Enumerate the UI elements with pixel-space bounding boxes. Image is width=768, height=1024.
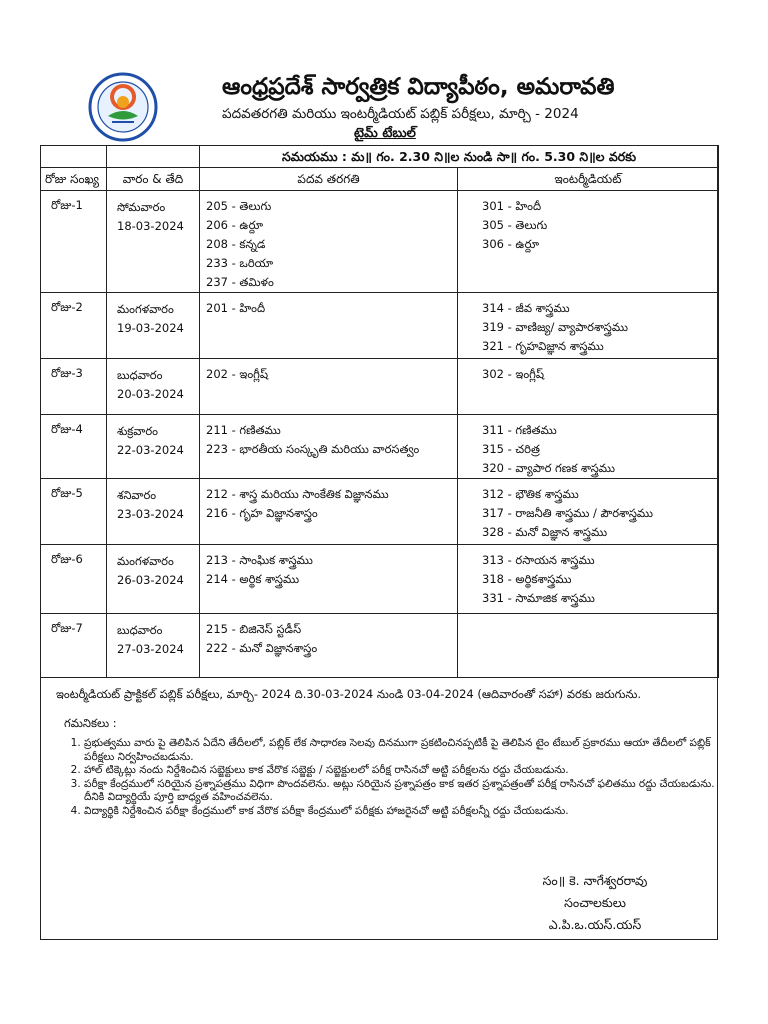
ssc-subject: 201 - హిందీ (206, 301, 266, 315)
weekday: శుక్రవారం (117, 424, 159, 438)
weekday: మంగళవారం (117, 554, 174, 568)
weekday-date-cell (107, 614, 200, 678)
table-row (41, 415, 719, 479)
col-header-inter: ఇంటర్మీడియట్ (458, 168, 719, 191)
ssc-subject: 233 - ఒరియా (206, 256, 274, 270)
inter-subject: 311 - గణితము (482, 423, 557, 437)
exam-date: 23-03-2024 (117, 507, 184, 521)
inter-subject: 313 - రసాయన శాస్త్రము (482, 553, 595, 567)
ssc-subjects-cell (200, 293, 458, 359)
inter-subjects-cell (458, 415, 719, 479)
inter-subjects-cell (458, 545, 719, 614)
exam-date: 20-03-2024 (117, 387, 184, 401)
ssc-subject: 208 - కన్నడ (206, 237, 266, 251)
ssc-subjects-cell (200, 545, 458, 614)
exam-date: 19-03-2024 (117, 321, 184, 335)
signatory-org: ఎ.పి.ఒ.యస్.యస్ (548, 917, 642, 932)
note-item: 2. హాల్ టిక్కెట్లు నందు నిర్దేశించిన సబ్జెక్టులు కాక వేరొక సబ్జెక్టు / సబ్జెక్టులలో పరీక్ష రాసినచో అట్టి పరీక్షలను రద్దు చేయబడును. (84, 764, 724, 778)
exam-date: 18-03-2024 (117, 219, 184, 233)
note-item: 3. పరీక్షా కేంద్రములో సరియైన ప్రశ్నాపత్రము విధిగా పొందవలెను. అట్లు సరియైన ప్రశ్నాపత్రం కాక ఇతర ప్రశ్నాపత్రంతో పరీక్ష రాసినచో ఫలితము రద్దు చేయబడును. దీనికి విద్యార్థియే పూర్తి బాధ్యత వహించవలెను. (84, 778, 724, 805)
ssc-subjects-cell (200, 614, 458, 678)
blank-cell (107, 146, 200, 168)
page-subtitle: పదవతరగతి మరియు ఇంటర్మీడియట్ పబ్లిక్ పరీక్షలు, మార్చి - 2024 (222, 106, 579, 122)
weekday-date-cell (107, 359, 200, 415)
inter-subjects-cell (458, 293, 719, 359)
inter-subject: 319 - వాణిజ్య/ వ్యాపారశాస్త్రము (482, 320, 628, 334)
note-item: 4. విద్యార్థికి నిర్దేశించిన పరీక్షా కేంద్రములో కాక వేరొక పరీక్షా కేంద్రములో పరీక్షకు హాజరైనచో అట్టి పరీక్షలన్నీ రద్దు చేయబడును. (84, 805, 724, 819)
inter-subject: 320 - వ్యాపార గణక శాస్త్రము (482, 461, 615, 475)
ssc-subject: 222 - మనో విజ్ఞానశాస్త్రం (206, 641, 318, 655)
weekday: బుధవారం (117, 623, 163, 637)
ssc-subject: 223 - భారతీయ సంస్కృతి మరియు వారసత్వం (206, 442, 420, 456)
weekday: మంగళవారం (117, 302, 174, 316)
inter-subject: 315 - చరిత్ర (482, 442, 540, 456)
exam-date: 22-03-2024 (117, 443, 184, 457)
inter-subject: 314 - జీవ శాస్త్రము (482, 301, 570, 315)
day-number: రోజు-3 (41, 359, 107, 415)
table-row (41, 479, 719, 545)
table-row (41, 191, 719, 293)
weekday-date-cell (107, 479, 200, 545)
weekday: శనివారం (117, 488, 157, 502)
blank-cell (41, 146, 107, 168)
notes-list (64, 737, 724, 818)
table-row (41, 614, 719, 678)
weekday: సోమవారం (117, 200, 166, 214)
timetable-label: టైమ్ టేబుల్ (354, 126, 416, 141)
exam-time: సమయము : మ॥ గం. 2.30 ని॥ల నుండి సా॥ గం. 5.30 ని॥ల వరకు (200, 146, 719, 168)
inter-subjects-cell (458, 614, 719, 678)
weekday-date-cell (107, 415, 200, 479)
ssc-subject: 202 - ఇంగ్లీష్ (206, 367, 269, 381)
ssc-subjects-cell (200, 479, 458, 545)
weekday: బుధవారం (117, 368, 163, 382)
table-header-row (41, 168, 719, 191)
table-row (41, 293, 719, 359)
ssc-subject: 206 - ఉర్దూ (206, 218, 264, 232)
ssc-subject: 213 - సాంఘిక శాస్త్రము (206, 553, 313, 567)
inter-subject: 302 - ఇంగ్లీష్ (482, 367, 545, 381)
inter-subject: 317 - రాజనీతి శాస్త్రము / పౌరశాస్త్రము (482, 506, 654, 520)
col-header-day: రోజు సంఖ్య (41, 168, 107, 191)
institution-seal-logo (88, 72, 158, 142)
ssc-subject: 214 - అర్థిక శాస్త్రము (206, 572, 300, 586)
ssc-subject: 216 - గృహ విజ్ఞానశాస్త్రం (206, 506, 318, 520)
day-number: రోజు-4 (41, 415, 107, 479)
signatory-name: సం॥ కె. నాగేశ్వరరావు (542, 873, 648, 888)
inter-subject: 328 - మనో విజ్ఞాన శాస్త్రము (482, 525, 608, 539)
weekday-date-cell (107, 293, 200, 359)
weekday-date-cell (107, 191, 200, 293)
notes-heading: గమనికలు : (64, 716, 117, 730)
col-header-ssc: పదవ తరగతి (200, 168, 458, 191)
signature-block (500, 870, 690, 936)
inter-subjects-cell (458, 359, 719, 415)
day-number: రోజు-2 (41, 293, 107, 359)
note-item: 1. ప్రభుత్వము వారు పై తెలిపిన ఏదేని తేదీలలో, పబ్లిక్ లేక సాధారణ సెలవు దినముగా ప్రకటించినప్పటికీ పై తెలిపిన టైం టేబుల్ ప్రకారము ఆయా తేదీలలో పబ్లిక్ పరీక్షలు నిర్వహించబడును. (84, 737, 724, 764)
table-row (41, 359, 719, 415)
exam-date: 26-03-2024 (117, 573, 184, 587)
table-row (41, 545, 719, 614)
exam-date: 27-03-2024 (117, 642, 184, 656)
day-number: రోజు-7 (41, 614, 107, 678)
weekday-date-cell (107, 545, 200, 614)
inter-subject: 331 - సామాజిక శాస్త్రము (482, 591, 595, 605)
day-number: రోజు-1 (41, 191, 107, 293)
inter-subject: 301 - హిందీ (482, 199, 542, 213)
ssc-subject: 237 - తమిళం (206, 275, 274, 289)
ssc-subject: 212 - శాస్త్ర మరియు సాంకేతిక విజ్ఞానము (206, 487, 389, 501)
signatory-designation: సంచాలకులు (564, 895, 626, 910)
inter-subject: 305 - తెలుగు (482, 218, 548, 232)
inter-subject: 318 - అర్థికశాస్త్రము (482, 572, 572, 586)
inter-subjects-cell (458, 191, 719, 293)
ssc-subjects-cell (200, 359, 458, 415)
practical-exam-note: ఇంటర్మీడియట్ ప్రాక్టికల్ పబ్లిక్ పరీక్షలు, మార్చి- 2024 ది.30-03-2024 నుండి 03-04-2024 (ఆదివారంతో సహా) వరకు జరుగును. (56, 687, 642, 701)
ssc-subject: 205 - తెలుగు (206, 199, 272, 213)
page-title: ఆంధ్రప్రదేశ్ సార్వత్రిక విద్యాపీఠం, అమరావతి (222, 74, 615, 100)
inter-subject: 321 - గృహవిజ్ఞాన శాస్త్రము (482, 339, 604, 353)
timetable (40, 145, 719, 678)
day-number: రోజు-5 (41, 479, 107, 545)
ssc-subject: 211 - గణితము (206, 423, 281, 437)
inter-subject: 306 - ఉర్దూ (482, 237, 540, 251)
day-number: రోజు-6 (41, 545, 107, 614)
inter-subjects-cell (458, 479, 719, 545)
col-header-date: వారం & తేది (107, 168, 200, 191)
ssc-subjects-cell (200, 415, 458, 479)
ssc-subject: 215 - బిజినెస్ స్టడీస్ (206, 622, 302, 636)
ssc-subjects-cell (200, 191, 458, 293)
inter-subject: 312 - భౌతిక శాస్త్రము (482, 487, 579, 501)
